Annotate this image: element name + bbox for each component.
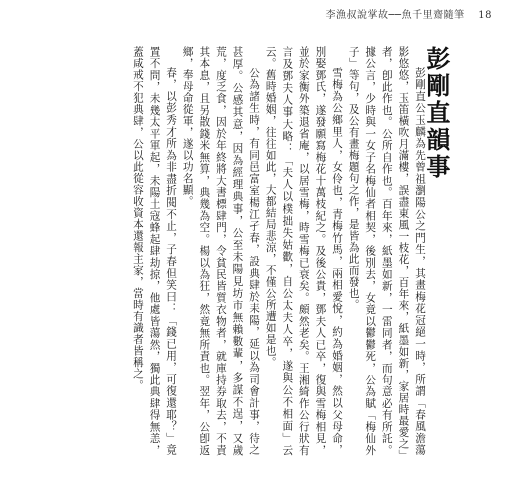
paragraph: 公為諸生時，有同邑富室楊江孑春，設典肆於耒陽，延以為司會計事，待之甚厚。公感其意，因為經理典事，公至未陽見坊市無賴數輩，多謀不逞，又歲荒，度乏食，因於年終將大書標肆門，令貧民皆質衣物者，就庫持券取去，不責其本息，且另散錢米無算，典幾為空。楊以為狂，然竟無所責也。翌年，公卽返鄉，奉母命從軍，遂以功名顯。: [181, 46, 261, 456]
running-header: [326, 6, 492, 21]
paragraph: 雪梅為公鄉里人，女伶也，青梅竹馬，兩相愛悅，約為婚姻，然以父母命，別娶鄧氏，遂發願寫梅花十萬枝紀之。及後公貴，鄧夫人已卒，復與雪梅相見，並於家衡外築退省庵，以居雪梅，時雪梅已衰矣。頗然老矣。王湘綺作公行狀有言及鄧夫人事大略：「夫人以樸拙失姑歡，自公太夫人卒，遂與公不相面」云云。舊時婚姻，往往如此，大都結局悲涼，不僅公所遭如是也。: [264, 46, 344, 456]
paragraph: 春，以彭秀才所為非盡折閱不止，子春但笑曰：「錢已用，可復還耶？」竟置不問，未幾太平軍起，未陽土寇蜂起肆劫掠，他處皆蕩然，獨此典肆得無恙，蓋咸戒不犯典肆，公以此從容收資本還報主家，當時有識者皆稱之。: [131, 46, 178, 456]
paragraph: 彭剛直公玉麟為先曾祖瀏陽公之門生，其畫梅花冠絕一時，所謂「春風澹蕩影悠悠，玉笛橫吹月滿樓，誤盡東風一枝花，百年來，紙墨如新，家居時最愛之」者，卽此作也。公所自作也。百年來，紙墨如新，一雷同者，而句意必有所託。據公言，少時與一女子名梅仙者相契，後別去，女竟以鬱鬱死，公為賦「梅仙外子」等句，及公有畫梅題句之作，是皆為此而發也。: [347, 46, 426, 456]
article-title: 彭剛直韻事: [421, 46, 451, 181]
header-title: 李漁叔說掌故──魚千里齋隨筆: [325, 10, 465, 21]
article-body: [28, 46, 428, 456]
page-number: 18: [478, 10, 492, 21]
